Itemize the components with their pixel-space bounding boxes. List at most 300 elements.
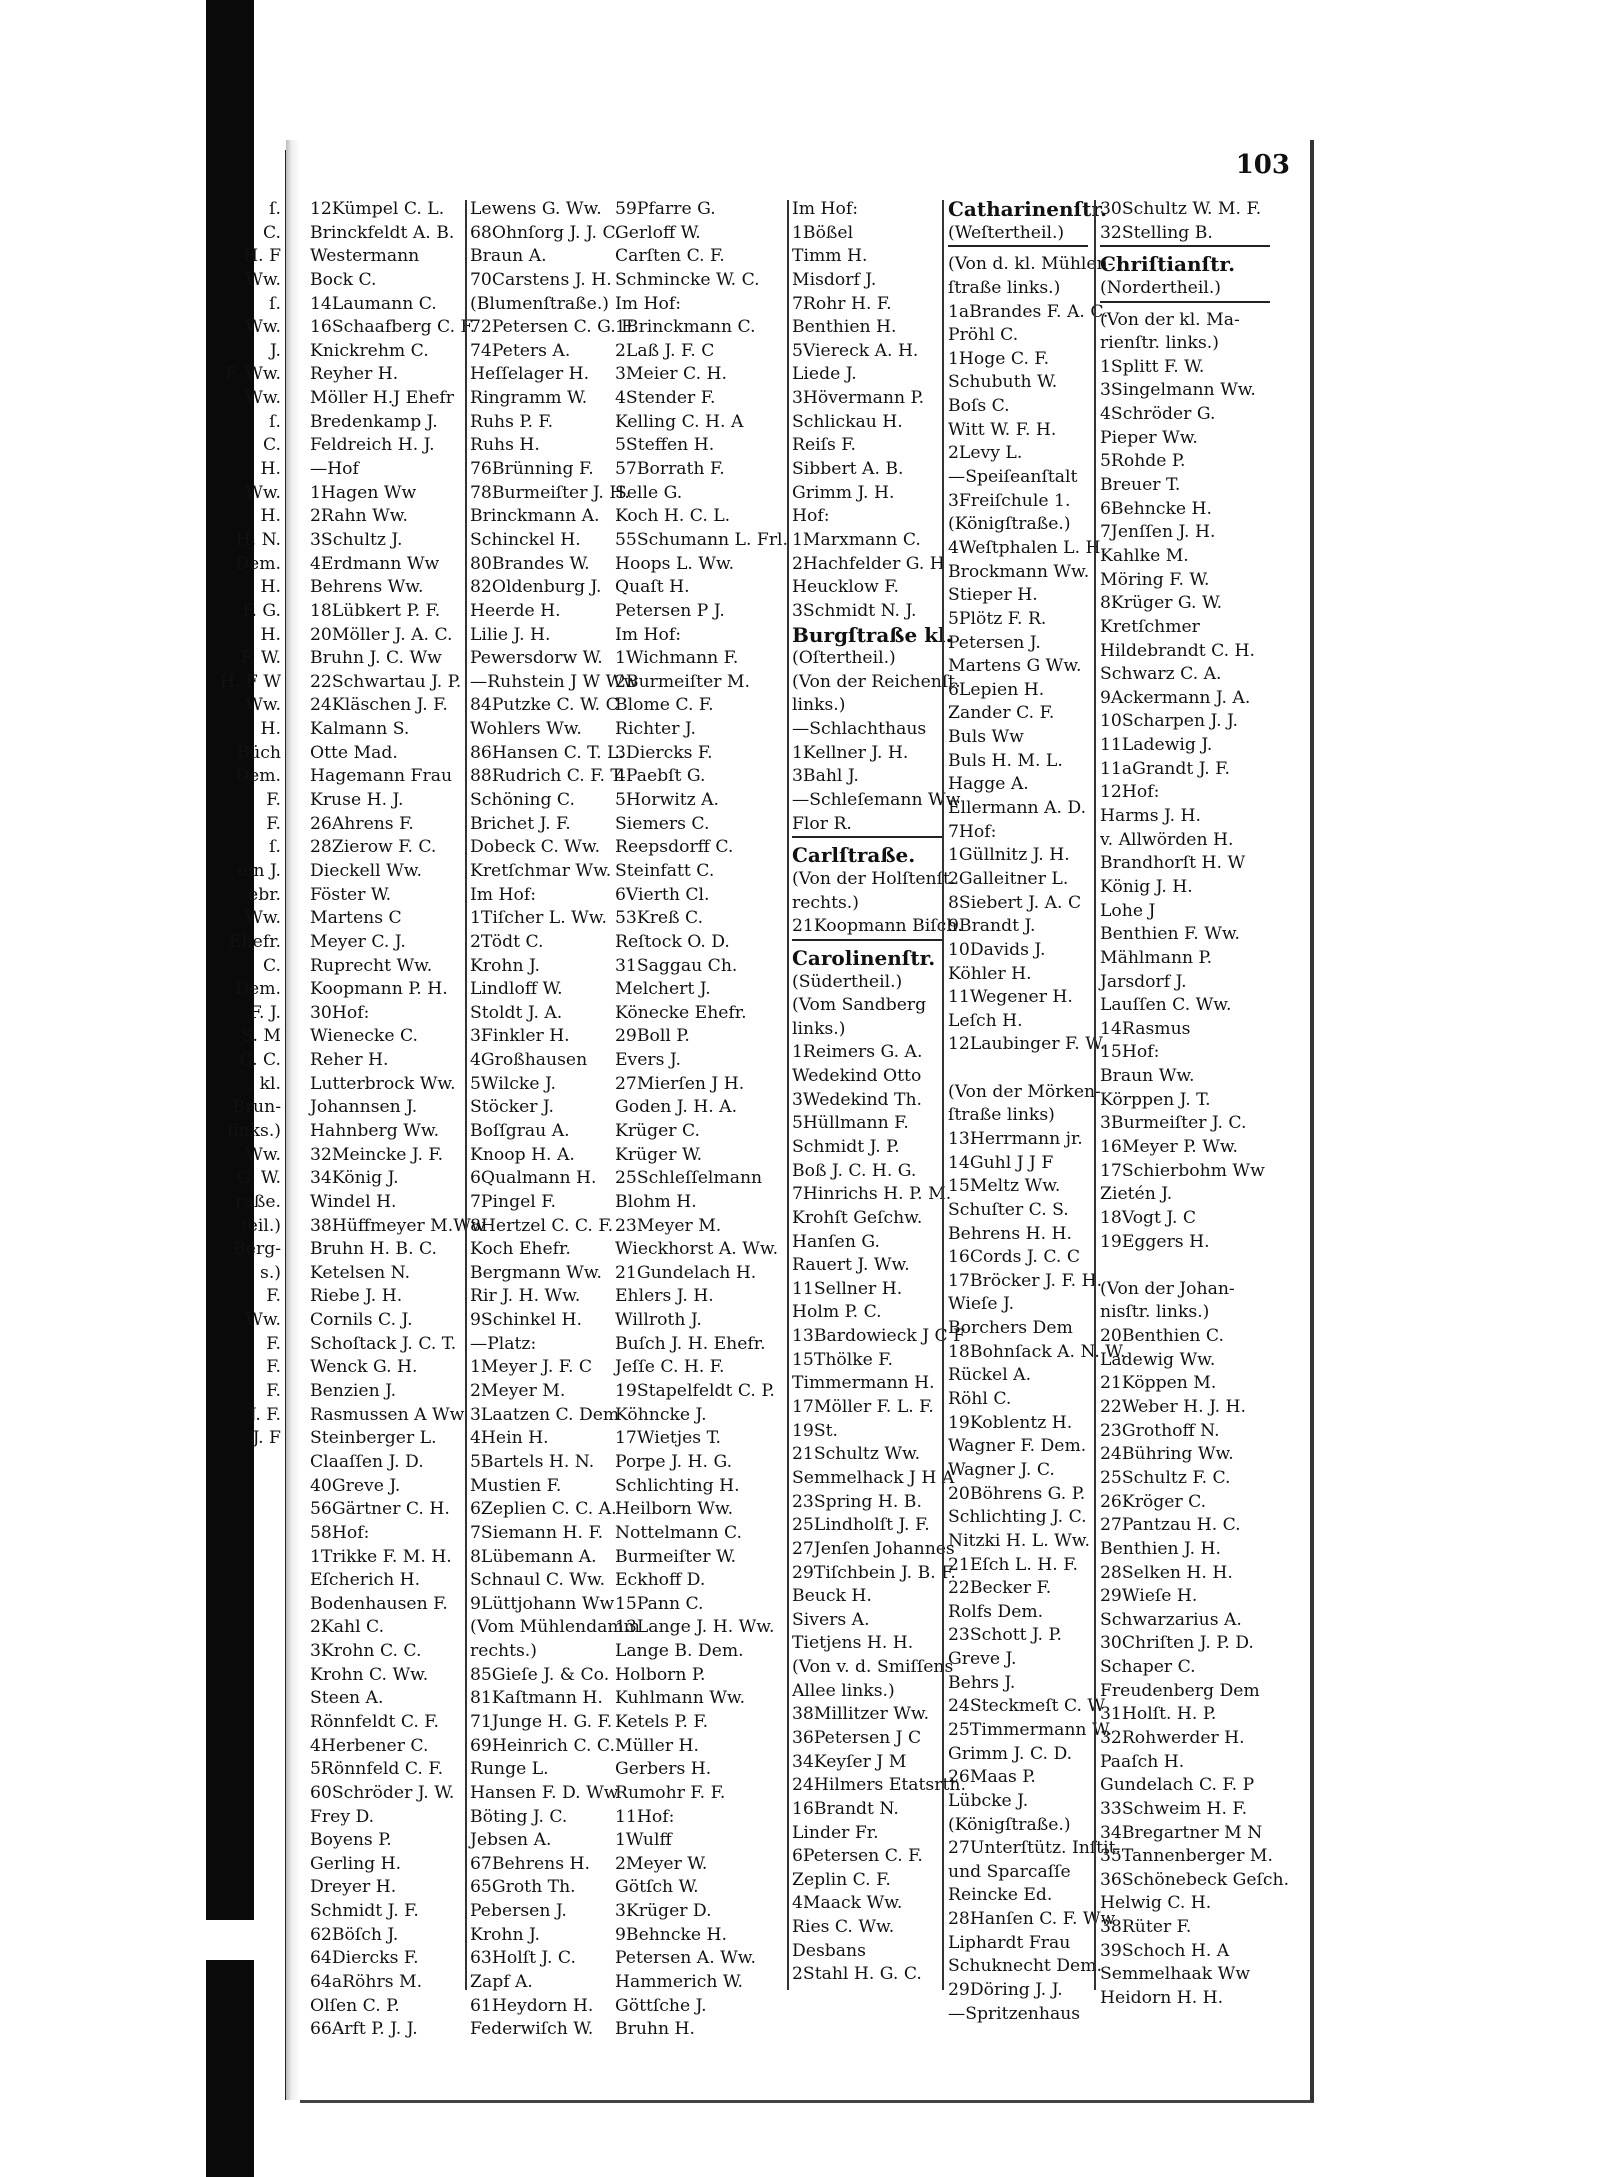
directory-entry: Bruhn H. B. C.	[310, 1239, 437, 1260]
directory-entry: 18Lübkert P. F.	[310, 600, 441, 621]
directory-entry: Brichet J. F.	[470, 813, 571, 834]
directory-entry: rechts.)	[470, 1641, 537, 1662]
directory-entry: 15Pann C.	[615, 1593, 704, 1614]
directory-entry: 36Schönebeck Geſch.	[1100, 1869, 1290, 1890]
directory-entry: Claaſſen J. D.	[310, 1451, 424, 1472]
directory-entry: 55Schumann L. Frl.	[615, 529, 788, 550]
directory-entry: (Von d. kl. Mühlen-	[948, 254, 1114, 275]
directory-entry: Liede J.	[792, 364, 857, 385]
directory-entry: Behrens Ww.	[310, 577, 424, 598]
directory-entry: Ketelsen N.	[310, 1262, 411, 1283]
directory-entry: Heucklow F.	[792, 577, 900, 598]
directory-entry: 23Meyer M.	[615, 1215, 722, 1236]
directory-entry: (Nordertheil.)	[1100, 277, 1222, 298]
directory-entry: 2Levy L.	[948, 443, 1023, 464]
directory-entry: 76Brünning F.	[470, 459, 594, 480]
directory-entry: Hammerich W.	[615, 1972, 743, 1993]
directory-entry: Knoop H. A.	[470, 1144, 575, 1165]
directory-entry: Im Hof:	[792, 199, 859, 219]
directory-entry: Otte Mad.	[310, 742, 398, 763]
column-2	[470, 198, 640, 2042]
directory-entry: 2Hachfelder G. H	[792, 553, 945, 574]
directory-entry: 5Rönnfeld C. F.	[310, 1759, 444, 1780]
directory-entry: (Von v. d. Smiſſens	[792, 1657, 954, 1678]
directory-entry: Nottelmann C.	[615, 1522, 743, 1543]
directory-entry: Ehlers J. H.	[615, 1286, 714, 1307]
directory-entry: Heilborn Ww.	[615, 1499, 734, 1520]
directory-entry: Stöcker J.	[470, 1097, 554, 1118]
directory-entry: Kretſchmar Ww.	[470, 860, 612, 881]
directory-entry: Boſſgrau A.	[470, 1120, 570, 1141]
directory-entry: Wagner J. C.	[948, 1459, 1055, 1480]
directory-entry: ſ.	[269, 411, 281, 432]
directory-entry: 88Rudrich C. F. T.	[470, 766, 625, 787]
directory-entry: 64Diercks F.	[310, 1948, 419, 1969]
directory-entry: Gerbers H.	[615, 1759, 712, 1780]
directory-entry: 67Behrens H.	[470, 1853, 590, 1874]
directory-entry: 40Greve J.	[310, 1475, 401, 1496]
directory-entry: Witt W. F. H.	[948, 419, 1057, 440]
directory-entry: 2Stahl H. G. C.	[792, 1964, 922, 1985]
directory-entry: 5Rohde P.	[1100, 451, 1186, 472]
directory-entry: Reepsdorff C.	[615, 837, 734, 858]
directory-entry: v. Allwörden H.	[1100, 829, 1234, 850]
directory-entry: 3Wedekind Th.	[792, 1089, 922, 1110]
directory-entry: 8Hertzel C. C. F.	[470, 1215, 614, 1236]
directory-entry: 9Behncke H.	[615, 1924, 728, 1945]
directory-entry: —Speiſeanſtalt	[948, 467, 1078, 488]
directory-entry: links.)	[792, 1018, 846, 1039]
directory-entry: 82Oldenburg J.	[470, 577, 602, 598]
directory-entry: 10Scharpen J. J.	[1100, 711, 1239, 732]
directory-entry: Ruhs P. F.	[470, 411, 554, 432]
directory-entry: 16Brandt N.	[792, 1798, 899, 1819]
directory-entry: F.	[266, 1381, 281, 1402]
directory-entry	[948, 1057, 1088, 1081]
directory-entry: Krohn J.	[470, 955, 541, 976]
directory-entry: Feldreich H. J.	[310, 435, 435, 456]
directory-entry: 2Laß J. F. C	[615, 340, 715, 361]
directory-entry: 3Diercks F.	[615, 742, 713, 763]
directory-entry: Goden J. H. A.	[615, 1097, 738, 1118]
directory-entry: 10Davids J.	[948, 939, 1046, 960]
directory-entry: Benthien J. H.	[1100, 1538, 1221, 1559]
directory-entry: Schwarzarius A.	[1100, 1609, 1242, 1630]
directory-entry: —Hof	[310, 459, 359, 480]
directory-entry: 1Güllnitz J. H.	[948, 845, 1070, 866]
directory-entry: Wagner F. Dem.	[948, 1436, 1087, 1457]
directory-entry: Im Hof:	[615, 624, 682, 645]
directory-entry: 9Ackermann J. A.	[1100, 687, 1251, 708]
left-page-column	[220, 198, 281, 1451]
directory-entry: 2Burmeiſter M.	[615, 671, 750, 692]
directory-entry: 16Cords J. C. C	[948, 1247, 1080, 1268]
directory-entry: Holborn P.	[615, 1664, 706, 1685]
directory-entry: (Weſtertheil.)	[948, 222, 1065, 243]
directory-entry: 32Stelling B.	[1100, 222, 1213, 243]
directory-entry: (Königſtraße.)	[948, 1814, 1071, 1835]
directory-entry: Schubuth W.	[948, 372, 1058, 393]
directory-entry: 7Siemann H. F.	[470, 1522, 604, 1543]
directory-entry: 71Junge H. G. F.	[470, 1712, 613, 1732]
directory-entry: 5Hüllmann F.	[792, 1113, 909, 1134]
directory-entry: Gundelach C. F. P	[1100, 1775, 1255, 1796]
directory-entry: 26Kröger C.	[1100, 1491, 1207, 1512]
directory-entry: 12Laubinger F. W.	[948, 1034, 1106, 1055]
directory-entry: H. N.	[235, 529, 281, 550]
directory-entry: Krohſt Geſchw.	[792, 1207, 923, 1228]
directory-entry: 11Ladewig J.	[1100, 735, 1213, 756]
directory-entry: C.	[262, 222, 281, 243]
directory-entry: Schmincke W. C.	[615, 269, 760, 290]
directory-entry: Greve J.	[948, 1649, 1017, 1670]
directory-entry: 22Weber H. J. H.	[1100, 1397, 1247, 1418]
directory-entry: 4Paebſt G.	[615, 766, 706, 787]
directory-entry: Jeſſe C. H. F.	[615, 1357, 725, 1378]
directory-entry: 29Wieſe H.	[1100, 1586, 1198, 1607]
directory-entry: Hof:	[792, 506, 830, 527]
directory-entry: 1Hoge C. F.	[948, 348, 1050, 369]
directory-entry: 1Reimers G. A.	[792, 1042, 923, 1063]
column-divider	[942, 200, 944, 1990]
directory-entry: Jarsdorf J.	[1100, 971, 1187, 992]
right-page	[300, 140, 1314, 2103]
directory-entry: Schmidt J. F.	[310, 1901, 419, 1922]
directory-entry: Eſcherich H.	[310, 1570, 421, 1591]
directory-entry: Ww.	[245, 695, 281, 716]
directory-entry: 65Groth Th.	[470, 1877, 576, 1898]
directory-entry: H.	[260, 624, 281, 645]
street-heading: Catharinenſtr.	[948, 197, 1108, 221]
directory-entry: Buls Ww	[948, 727, 1024, 748]
directory-entry: Rolfs Dem.	[948, 1601, 1044, 1622]
directory-entry: rechts.)	[792, 892, 859, 913]
directory-entry: 6Petersen C. F.	[792, 1846, 923, 1867]
directory-entry: 21Koopmann Biſch.	[792, 916, 963, 937]
section-rule	[948, 245, 1088, 253]
directory-entry: Timm H.	[792, 246, 868, 267]
directory-entry: 13Lange J. H. Ww.	[615, 1617, 775, 1638]
directory-entry: Rückel A.	[948, 1365, 1032, 1386]
directory-entry: Martens G Ww.	[948, 656, 1082, 677]
directory-entry: Schnaul C. Ww.	[470, 1570, 606, 1591]
directory-entry: 36Petersen J C	[792, 1728, 922, 1748]
directory-entry: Ruprecht Ww.	[310, 955, 433, 976]
directory-entry: und Sparcaſſe	[948, 1861, 1071, 1882]
directory-entry: Dieckell Ww.	[310, 860, 422, 881]
directory-entry: 14Guhl J J F	[948, 1152, 1054, 1173]
directory-entry: Mählmann P.	[1100, 947, 1213, 968]
directory-entry: 85Gieſe J. & Co.	[470, 1664, 610, 1685]
directory-entry: Möller H.J Ehefr	[310, 388, 454, 409]
directory-entry: Sivers A.	[792, 1609, 870, 1630]
directory-entry: F.	[266, 1333, 281, 1354]
directory-entry: 28Selken H. H.	[1100, 1562, 1233, 1583]
directory-entry: 15Meltz Ww.	[948, 1176, 1061, 1197]
directory-entry: Zeplin C. F.	[792, 1869, 891, 1890]
directory-entry: —Ruhstein J W Ww	[470, 671, 639, 692]
directory-entry: ſ.	[269, 293, 281, 314]
directory-entry: 2Galleitner L.	[948, 868, 1069, 889]
directory-entry: Schmidt J. P.	[792, 1136, 900, 1157]
directory-entry: Behrens H. H.	[948, 1223, 1072, 1244]
directory-entry: 1Wulff	[615, 1830, 672, 1851]
directory-entry: Lübcke J.	[948, 1790, 1029, 1811]
directory-entry: 18Bohnſack A. N. W.	[948, 1341, 1126, 1362]
directory-entry: 2Meyer M.	[470, 1381, 566, 1402]
directory-entry: 27Pantzau H. C.	[1100, 1515, 1241, 1536]
directory-entry: Reiſs F.	[792, 435, 856, 456]
directory-entry: 59Pfarre G.	[615, 199, 716, 219]
directory-entry: Pebersen J.	[470, 1901, 567, 1922]
directory-entry: 1Tiſcher L. Ww.	[470, 908, 607, 929]
column-3	[615, 198, 788, 2042]
directory-entry: 61Heydorn H.	[470, 1995, 594, 2016]
directory-entry: Federwiſch W.	[470, 2019, 594, 2040]
directory-entry: Riebe J. H.	[310, 1286, 403, 1307]
directory-entry: F.	[266, 813, 281, 834]
directory-entry: Schuknecht Dem.	[948, 1956, 1102, 1977]
directory-entry: Rauert J. Ww.	[792, 1255, 910, 1276]
directory-entry: Gerling H.	[310, 1853, 402, 1874]
directory-entry: 31Saggau Ch.	[615, 955, 738, 976]
directory-entry: Brinckfeldt A. B.	[310, 222, 455, 243]
directory-entry: Hagemann Frau	[310, 766, 453, 787]
directory-entry: Wenck G. H.	[310, 1357, 418, 1378]
directory-entry: 25Lindholſt J. F.	[792, 1515, 930, 1536]
directory-entry: 5Plötz F. R.	[948, 608, 1047, 629]
directory-entry: F.	[266, 790, 281, 811]
directory-entry: Wienecke C.	[310, 1026, 418, 1047]
directory-entry: H.	[260, 719, 281, 740]
directory-entry: 68Ohnſorg J. J. C.	[470, 222, 621, 243]
directory-entry: Harms J. H.	[1100, 806, 1201, 827]
directory-entry: Hahnberg Ww.	[310, 1120, 440, 1141]
directory-entry: 1Wichmann F.	[615, 648, 739, 669]
directory-entry: Desbans	[792, 1940, 866, 1961]
directory-entry: Lewens G. Ww.	[470, 199, 602, 219]
directory-entry: 64aRöhrs M.	[310, 1972, 423, 1993]
directory-entry: 80Brandes W.	[470, 553, 590, 574]
directory-entry: 9Brandt J.	[948, 916, 1036, 937]
directory-entry: Rumohr F. F.	[615, 1782, 726, 1803]
directory-entry: 7Pingel F.	[470, 1191, 556, 1212]
directory-entry: Hoops L. Ww.	[615, 553, 735, 574]
directory-entry: 30Hof:	[310, 1002, 370, 1023]
directory-entry: Reſtock O. D.	[615, 931, 730, 952]
directory-entry: J. F.	[249, 1404, 281, 1425]
directory-entry: S. M	[241, 1026, 281, 1047]
directory-entry: 70Carstens J. H.	[470, 269, 612, 290]
directory-entry: Kretſchmer	[1100, 616, 1200, 637]
directory-entry: —Platz:	[470, 1333, 537, 1354]
directory-entry: (Von der Reichenſt.	[792, 671, 961, 692]
directory-entry: 18Vogt J. C	[1100, 1207, 1197, 1228]
directory-entry: Olſen C. P.	[310, 1995, 400, 2016]
directory-entry: Ww.	[245, 388, 281, 409]
directory-entry: 14Rasmus	[1100, 1018, 1191, 1039]
directory-entry: Zapf A.	[470, 1972, 533, 1993]
directory-entry: Blohm H.	[615, 1191, 697, 1212]
directory-entry: Breuer T.	[1100, 475, 1181, 496]
directory-entry: 3Laatzen C. Dem	[470, 1404, 620, 1425]
directory-entry: H.	[260, 577, 281, 598]
directory-entry: ., kl.	[243, 1073, 281, 1094]
directory-entry: Heſſelager H.	[470, 364, 590, 385]
directory-entry: Hansen F. D. Ww	[470, 1782, 619, 1803]
directory-entry: 34Bregartner M N	[1100, 1822, 1263, 1843]
directory-entry: —Schlachthaus	[792, 719, 927, 740]
directory-entry: Heidorn H. H.	[1100, 1988, 1224, 2009]
directory-entry: Brockmann Ww.	[948, 561, 1090, 582]
directory-entry: 38Rüter F.	[1100, 1917, 1192, 1938]
directory-entry: 34Keyſer J M	[792, 1751, 907, 1772]
directory-entry: Köhncke J.	[615, 1404, 707, 1425]
directory-entry: 3Finkler H.	[470, 1026, 570, 1047]
street-heading: Burgſtraße kl.	[792, 622, 953, 647]
directory-entry: Petersen P J.	[615, 600, 725, 621]
directory-entry: 32Meincke J. F.	[310, 1144, 444, 1165]
directory-entry: Liphardt Frau	[948, 1932, 1071, 1953]
directory-entry: Lutterbrock Ww.	[310, 1073, 456, 1094]
directory-entry: Reincke Ed.	[948, 1885, 1053, 1906]
directory-entry: Büch	[236, 742, 281, 763]
directory-entry: 12Kümpel C. L.	[310, 199, 445, 219]
directory-entry: Im Hof:	[470, 884, 537, 905]
directory-entry: Ketels P. F.	[615, 1712, 709, 1732]
directory-entry: Meyer C. J.	[310, 931, 406, 952]
directory-entry: (Von der Mörken-	[948, 1081, 1101, 1102]
directory-entry: 3Krüger D.	[615, 1901, 712, 1922]
street-heading: Carlſtraße.	[792, 843, 916, 868]
directory-entry: Ruhs H.	[470, 435, 540, 456]
directory-entry: Koch Ehefr.	[470, 1239, 571, 1260]
directory-entry: Knickrehm C.	[310, 340, 429, 361]
directory-entry: 8Siebert J. A. C	[948, 892, 1082, 913]
directory-entry: Hanſen G.	[792, 1231, 880, 1252]
directory-entry: Dreyer H.	[310, 1877, 397, 1898]
directory-entry: Sibbert A. B.	[792, 459, 904, 480]
directory-entry: Buſch J. H. Ehefr.	[615, 1333, 766, 1354]
directory-entry: ebr.	[248, 884, 281, 905]
directory-entry: Berg-	[233, 1239, 281, 1260]
directory-entry: 3Singelmann Ww.	[1100, 380, 1256, 401]
directory-entry: 78Burmeiſter J. H.	[470, 482, 630, 503]
directory-entry: Selle G.	[615, 482, 683, 503]
directory-entry: 23Spring H. B.	[792, 1491, 922, 1512]
directory-entry: Helwig C. H.	[1100, 1893, 1212, 1914]
directory-entry: Cornils C. J.	[310, 1310, 413, 1331]
directory-entry: 86Hansen C. T. L.	[470, 742, 624, 763]
directory-entry: Jebsen A.	[470, 1830, 552, 1851]
directory-entry	[1100, 1254, 1270, 1278]
directory-entry: 8Krüger G. W.	[1100, 593, 1223, 614]
directory-entry: 58Hof:	[310, 1522, 370, 1543]
directory-entry: Ww.	[245, 1310, 281, 1331]
directory-entry: Runge L.	[470, 1759, 549, 1780]
directory-entry: Schuſter C. S.	[948, 1199, 1069, 1220]
directory-entry: Lilie J. H.	[470, 624, 551, 645]
directory-entry: 5Viereck A. H.	[792, 340, 919, 361]
directory-entry: Grimm J. H.	[792, 482, 895, 503]
directory-entry: 7Jenſſen J. H.	[1100, 522, 1216, 543]
directory-entry: F.	[266, 1357, 281, 1378]
directory-entry: Lauſſen C. Ww.	[1100, 995, 1232, 1016]
directory-entry: Holm P. C.	[792, 1302, 882, 1323]
directory-entry: 72Petersen C. G. F.	[470, 317, 636, 338]
directory-entry: 5Wilcke J.	[470, 1073, 556, 1094]
directory-entry: 24Kläschen J. F.	[310, 695, 448, 716]
directory-entry: Schlichting J. C.	[948, 1507, 1087, 1528]
directory-entry: H.	[260, 459, 281, 480]
directory-entry: 31Holſt. H. P.	[1100, 1704, 1217, 1725]
directory-entry: Schaper C.	[1100, 1657, 1196, 1678]
directory-entry: 7Hinrichs H. P. M.	[792, 1184, 952, 1205]
directory-entry: Bodenhausen F.	[310, 1593, 448, 1614]
directory-entry: 74Peters A.	[470, 340, 571, 361]
directory-entry: 7Hof:	[948, 821, 997, 842]
directory-entry: F.	[266, 1286, 281, 1307]
directory-entry: Göttſche J.	[615, 1995, 707, 2016]
directory-entry: Pewersdorw W.	[470, 648, 603, 669]
directory-entry: Steinfatt C.	[615, 860, 715, 881]
directory-entry: 21Köppen M.	[1100, 1373, 1217, 1394]
directory-entry: 66Arft P. J. J.	[310, 2019, 418, 2040]
directory-entry: 1Hagen Ww	[310, 482, 417, 503]
directory-entry: H. F W	[220, 671, 281, 692]
directory-entry: 2Meyer W.	[615, 1853, 708, 1874]
directory-entry: 24Hilmers Etatsrth.	[792, 1775, 966, 1796]
directory-entry: nisſtr. links.)	[1100, 1302, 1210, 1323]
directory-entry: Schoſtack J. C. T.	[310, 1333, 457, 1354]
directory-entry: Braun Ww.	[1100, 1066, 1195, 1087]
directory-entry: 13Herrmann jr.	[948, 1128, 1083, 1149]
directory-entry: 16Meyer P. Ww.	[1100, 1136, 1239, 1157]
column-5	[948, 197, 1126, 2026]
directory-entry: F. J.	[249, 1002, 281, 1023]
directory-entry: 27Unterſtütz. Inſtit.	[948, 1838, 1121, 1859]
directory-entry: Dem.	[235, 979, 281, 1000]
directory-entry: 5Bartels H. N.	[470, 1451, 595, 1472]
directory-entry: Lindloff W.	[470, 979, 563, 1000]
directory-entry: Brinckmann A.	[470, 506, 600, 527]
directory-entry: 60Schröder J. W.	[310, 1782, 455, 1803]
directory-entry: 19Stapelfeldt C. P.	[615, 1381, 775, 1402]
directory-entry: Steinberger L.	[310, 1428, 437, 1449]
directory-entry: Röhl C.	[948, 1389, 1012, 1410]
directory-entry: 17Bröcker J. F. H.	[948, 1270, 1103, 1291]
directory-entry: rienſtr. links.)	[1100, 333, 1219, 354]
directory-entry: Rasmussen A Ww	[310, 1404, 465, 1425]
directory-entry: Kahlke M.	[1100, 545, 1189, 566]
directory-entry: links.)	[227, 1120, 281, 1141]
page-gutter	[286, 140, 300, 2100]
directory-entry: 13Bardowieck J C F	[792, 1326, 966, 1347]
directory-entry: Windel H.	[310, 1191, 397, 1212]
directory-entry: Brun-	[232, 1097, 281, 1118]
directory-entry: 6Lepien H.	[948, 679, 1045, 700]
directory-entry: 25Timmermann W.	[948, 1720, 1113, 1740]
directory-entry: Krohn C. Ww.	[310, 1664, 429, 1685]
directory-entry: Ellermann A. D.	[948, 798, 1087, 819]
directory-entry: 3Hövermann P.	[792, 388, 925, 409]
directory-entry: 34König J.	[310, 1168, 399, 1189]
directory-entry: 14Laumann C.	[310, 293, 437, 314]
directory-entry: Ringramm W.	[470, 388, 588, 409]
directory-entry: Ww.	[245, 317, 281, 338]
directory-entry: Stoldt J. A.	[470, 1002, 563, 1023]
directory-entry: Bredenkamp J.	[310, 411, 438, 432]
